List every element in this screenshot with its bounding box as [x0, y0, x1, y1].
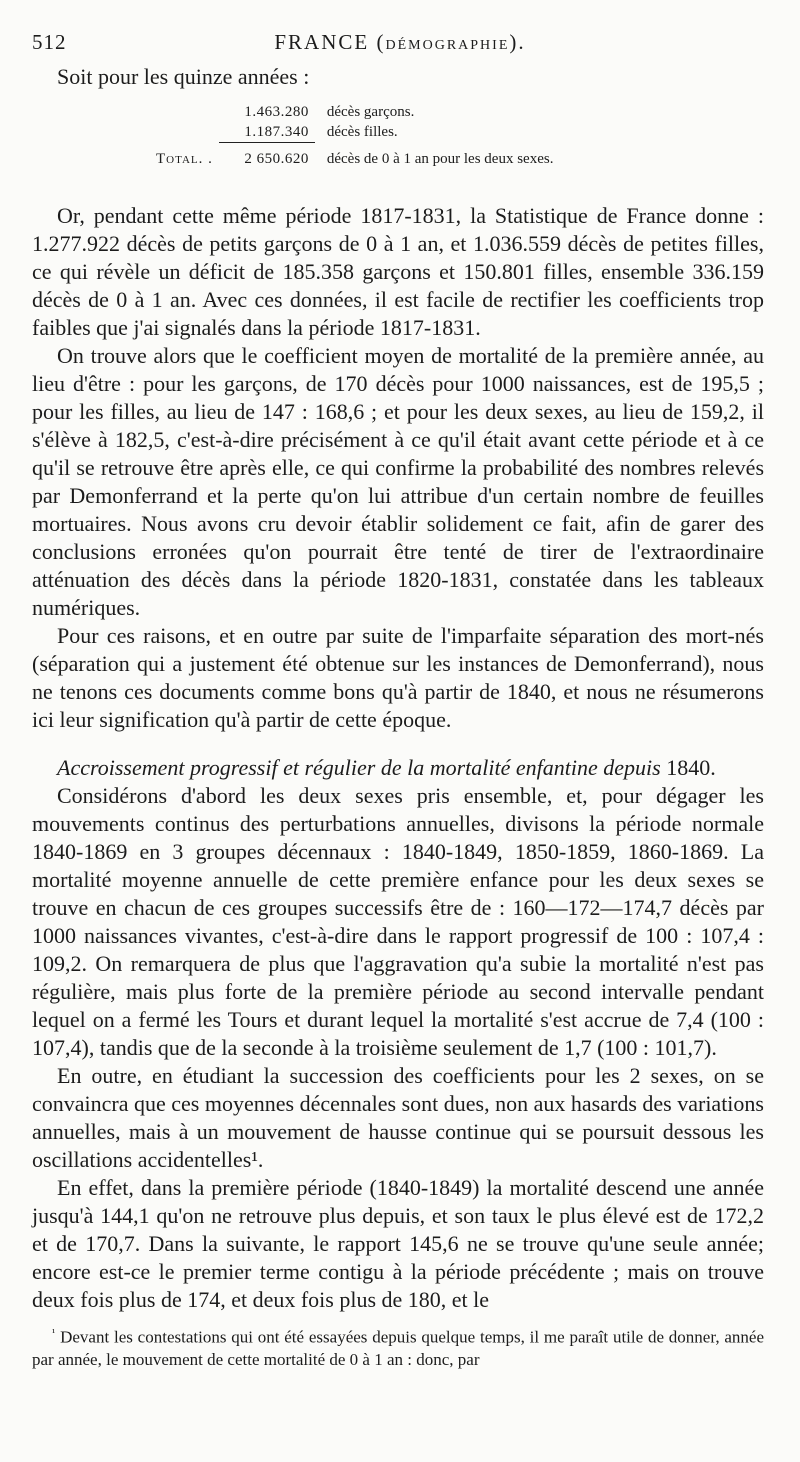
- page-number: 512: [32, 30, 67, 54]
- row-label: [150, 122, 219, 143]
- paragraph: Pour ces raisons, et en outre par suite de l'imparfaite séparation des mort-nés (séparation qui a justement été obtenue sur les instances de Demonferrand), nous ne tenons ces documents comme bons qu'à partir de 1840, et nous ne résumerons ici leur signification qu'à partir de cette époque.: [32, 623, 764, 732]
- footnotes: [32, 1322, 764, 1371]
- paragraph: En effet, dans la première période (1840-1849) la mortalité descend une année jusqu'à 144,1 qu'on ne retrouve plus depuis, et son taux le plus élevé est de 172,2 et de 170,7. Dans la suivante, le rapport 145,6 ne se trouve qu'une seule année; encore est-ce le premier terme contigu à la période précédente ; mais on trouve deux fois plus de 174, et deux fois plus de 180, et le: [32, 1175, 764, 1312]
- row-value: 2 650.620: [219, 143, 315, 170]
- row-value: 1.187.340: [244, 124, 309, 140]
- section-heading-text: Accroissement progressif et régulier de la mortalité enfantine depuis: [57, 755, 661, 780]
- paragraph: Or, pendant cette même période 1817-1831, la Statistique de France donne : 1.277.922 décès de petits garçons de 0 à 1 an, et 1.036.559 décès de petites filles, ce qui révèle un déficit de 185.358 garçons et 150.801 filles, ensemble 336.159 décès de 0 à 1 an. Avec ces données, il est facile de rectifier les coefficients trop faibles que j'ai signalés dans la période 1817-1831.: [32, 203, 764, 340]
- running-title-close: ).: [509, 30, 526, 54]
- section-heading: [32, 754, 764, 782]
- intro-line: Soit pour les quinze années :: [57, 64, 310, 89]
- paragraph: En outre, en étudiant la succession des coefficients pour les 2 sexes, on se convaincra que ces moyennes décennales sont dues, non aux hasards des variations annuelles, mais à un mouvement de hausse continue qui se poursuit dessous les oscillations accidentelles¹.: [32, 1063, 764, 1172]
- totals-table: [150, 102, 559, 169]
- row-description: décès filles.: [326, 124, 398, 140]
- footnote: [32, 1322, 764, 1371]
- section-heading-year: 1840.: [666, 755, 716, 780]
- page-header: [32, 30, 768, 60]
- row-description: décès de 0 à 1 an pour les deux sexes.: [326, 150, 554, 167]
- row-value: 1.463.280: [244, 104, 309, 120]
- running-title-sub: DÉMOGRAPHIE: [385, 38, 510, 53]
- body-text: [32, 202, 764, 1314]
- running-title: [32, 30, 768, 55]
- table-row: [150, 122, 559, 143]
- row-label: Total. .: [156, 150, 213, 167]
- table-total-row: [150, 143, 559, 170]
- running-title-main: FRANCE (: [274, 30, 386, 54]
- table-row: [150, 102, 559, 122]
- footnote-marker: ¹: [52, 1327, 56, 1339]
- row-description: décès garçons.: [326, 104, 415, 120]
- paragraph: Considérons d'abord les deux sexes pris ensemble, et, pour dégager les mouvements continus des perturbations annuelles, divisons la période normale 1840-1869 en 3 groupes décennaux : 1840-1849, 1850-1859, 1860-1869. La mortalité moyenne annuelle de cette première enfance pour les deux sexes se trouve en chacun de ces groupes successifs être de : 160—172—174,7 décès par 1000 naissances vivantes, c'est-à-dire dans le rapport progressif de 100 : 107,4 : 109,2. On remarquera de plus que l'aggravation qu'a subie la mortalité n'est pas régulière, mais plus forte de la première période au second intervalle pendant lequel on a fermé les Tours et durant lequel la mortalité s'est accrue de 7,4 (100 : 107,4), tandis que de la seconde à la troisième seulement de 1,7 (100 : 101,7).: [32, 783, 764, 1060]
- footnote-text: Devant les contestations qui ont été essayées depuis quelque temps, il me paraît utile de donner, année par année, le mouvement de cette mortalité de 0 à 1 an : donc, par: [32, 1327, 764, 1369]
- row-label: [150, 102, 219, 122]
- paragraph: On trouve alors que le coefficient moyen de mortalité de la première année, au lieu d'être : pour les garçons, de 170 décès pour 1000 naissances, est de 195,5 ; pour les filles, au lieu de 147 : 168,6 ; et pour les deux sexes, au lieu de 159,2, il s'élève à 182,5, c'est-à-dire précisément à ce qu'il était avant cette période et à ce qu'il se retrouve être après elle, ce qui confirme la probabilité des nombres relevés par Demonferrand et la perte qu'on lui attribue d'un certain nombre de feuilles mortuaires. Nous avons cru devoir établir solidement ce fait, afin de garer des conclusions erronées qu'on pourrait être tenté de tirer de l'extraordinaire atténuation des décès dans la période 1820-1831, constatée dans les tableaux numériques.: [32, 343, 764, 620]
